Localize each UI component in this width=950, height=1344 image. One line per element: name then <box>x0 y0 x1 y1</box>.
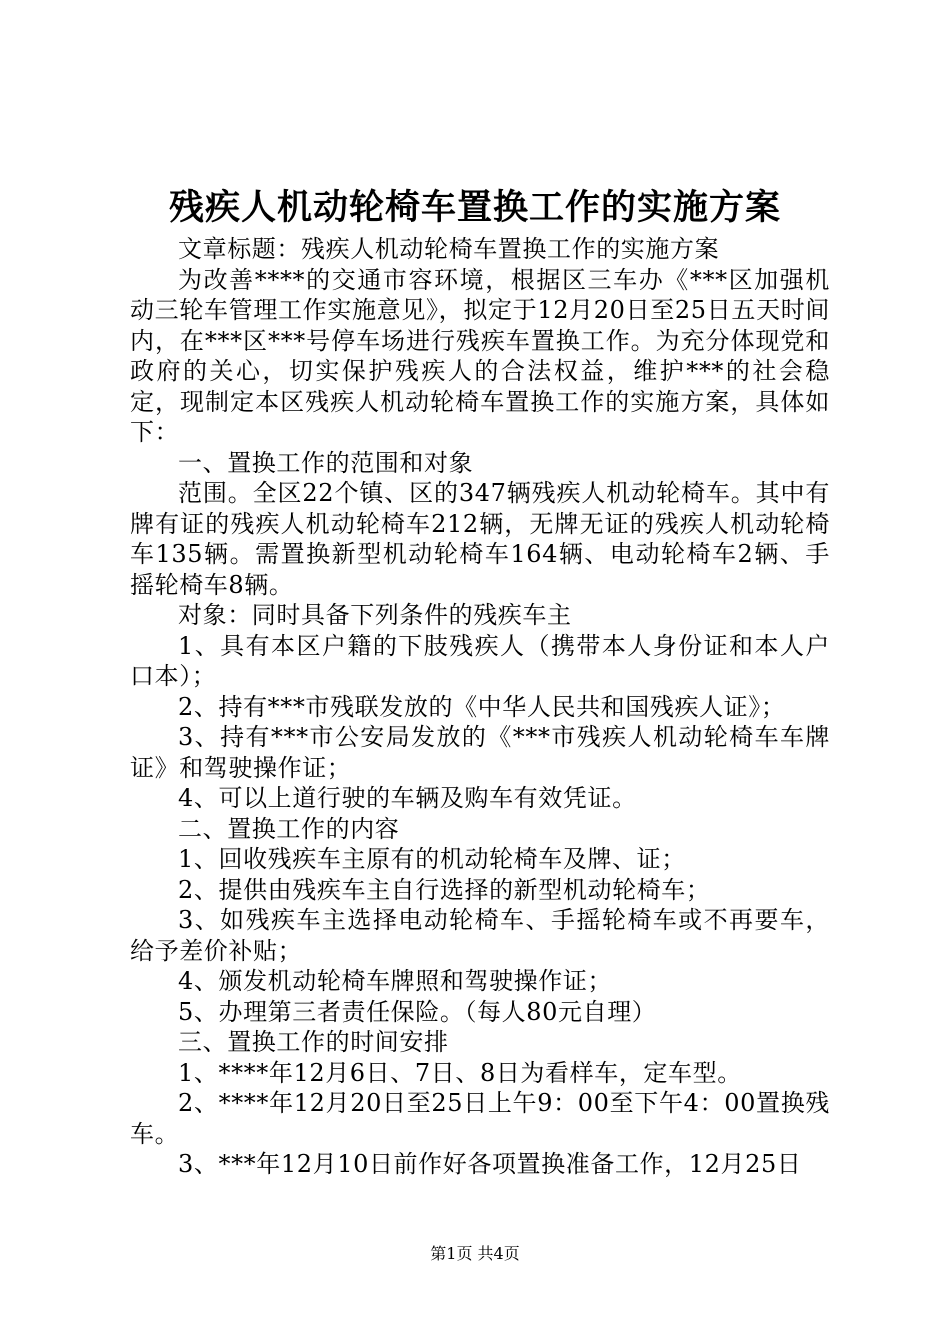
list-item: 1、****年12月6日、7日、8日为看样车，定车型。 <box>178 1058 742 1087</box>
list-item: 3、持有***市公安局发放的《***市残疾人机动轮椅车车牌证》和驾驶操作证； <box>130 723 830 782</box>
paragraph-target: 对象：同时具备下列条件的残疾车主 <box>178 601 572 629</box>
list-item: 3、如残疾车主选择电动轮椅车、手摇轮椅车或不再要车，给予差价补贴； <box>130 906 830 965</box>
list-item: 2、持有***市残联发放的《中华人民共和国残疾人证》； <box>178 692 786 721</box>
list-item: 2、****年12月20日至25日上午9：00至下午4：00置换残车。 <box>130 1089 830 1148</box>
section-heading-2: 二、置换工作的内容 <box>178 814 400 843</box>
list-item: 3、***年12月10日前作好各项置换准备工作，12月25日 <box>178 1150 802 1178</box>
document-body <box>130 234 830 1180</box>
list-item: 1、具有本区户籍的下肢残疾人（携带本人身份证和本人户口本）； <box>130 631 830 690</box>
list-item: 5、办理第三者责任保险。（每人80元自理） <box>178 997 657 1026</box>
list-item: 4、颁发机动轮椅车牌照和驾驶操作证； <box>178 967 613 995</box>
page-footer: 第1页 共4页 <box>430 1244 520 1263</box>
list-item: 4、可以上道行驶的车辆及购车有效凭证。 <box>178 784 637 812</box>
paragraph-article-title: 文章标题：残疾人机动轮椅车置换工作的实施方案 <box>178 235 720 263</box>
paragraph-intro: 为改善****的交通市容环境，根据区三车办《***区加强机动三轮车管理工作实施意见》，拟定于12月20日至25日五天时间内，在***区***号停车场进行残疾车置换工作。为充分体现党和政府的关心，切实保护残疾人的合法权益，维护***的社会稳定，现制定本区残疾人机动轮椅车置换工作的实施方案，具体如下： <box>130 265 830 446</box>
list-item: 1、回收残疾车主原有的机动轮椅车及牌、证； <box>178 845 686 873</box>
list-item: 2、提供由残疾车主自行选择的新型机动轮椅车； <box>178 875 711 904</box>
section-heading-3: 三、置换工作的时间安排 <box>178 1028 449 1056</box>
section-heading-1: 一、置换工作的范围和对象 <box>178 448 474 477</box>
document-title: 残疾人机动轮椅车置换工作的实施方案 <box>168 187 781 228</box>
paragraph-scope: 范围。全区22个镇、区的347辆残疾人机动轮椅车。其中有牌有证的残疾人机动轮椅车212辆，无牌无证的残疾人机动轮椅车135辆。需置换新型机动轮椅车164辆、电动轮椅车2辆、手摇轮椅车8辆。 <box>130 479 830 599</box>
